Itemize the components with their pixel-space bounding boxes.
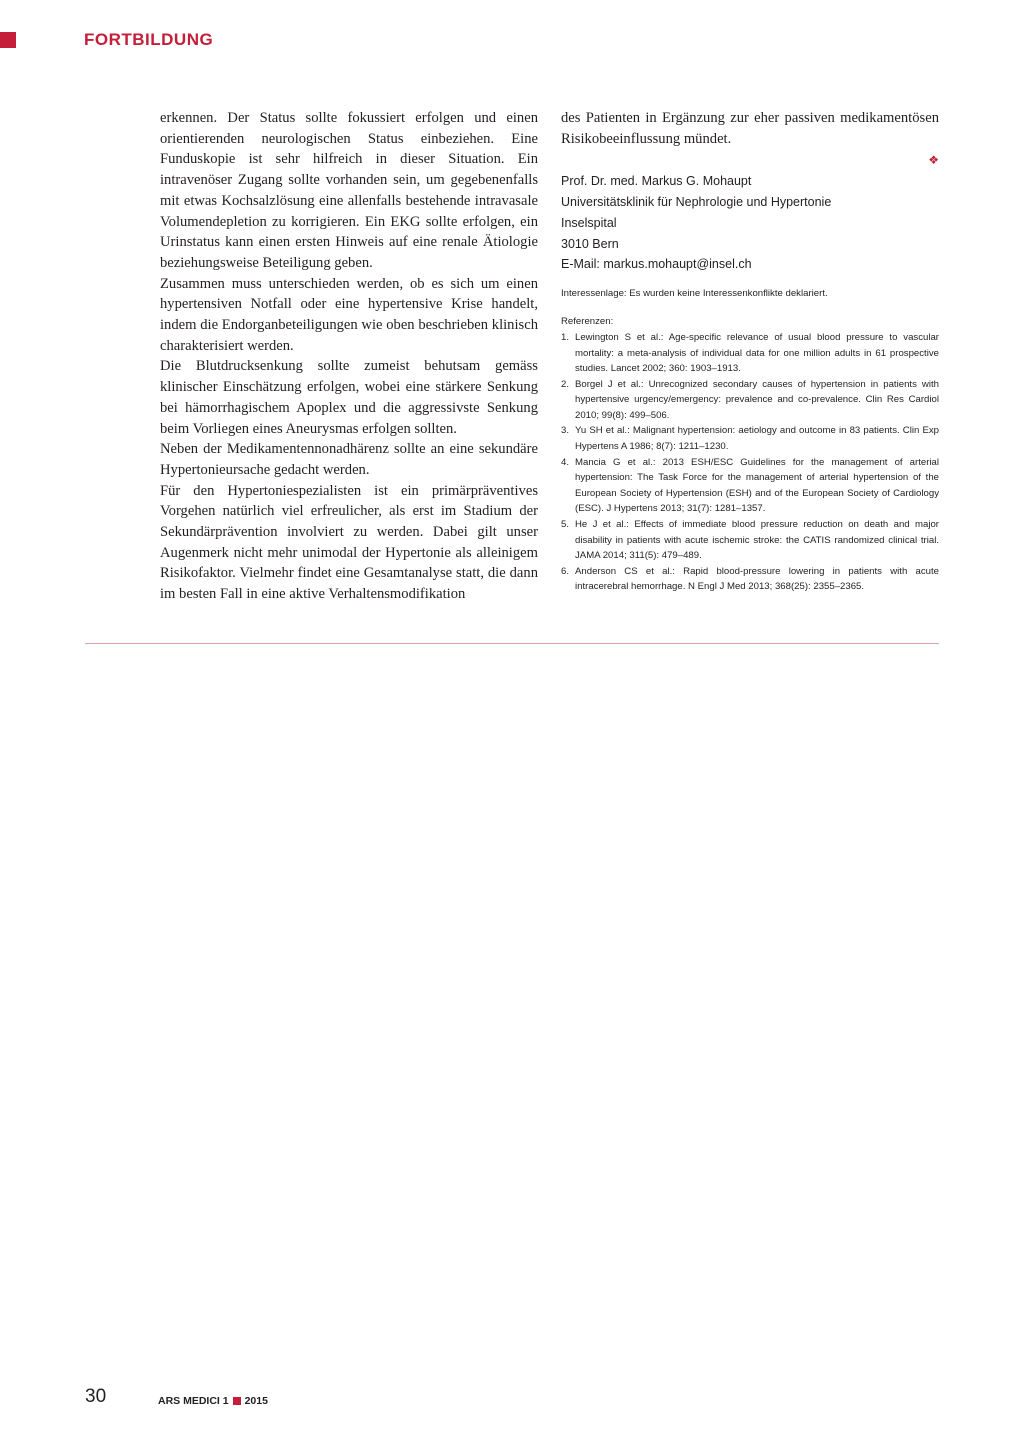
author-name: Prof. Dr. med. Markus G. Mohaupt (561, 174, 752, 189)
section-divider (85, 643, 939, 644)
right-column (561, 108, 939, 595)
left-column (160, 108, 538, 605)
reference-item (561, 455, 939, 517)
end-mark-icon: ❖ (928, 153, 939, 168)
reference-text: Borgel J et al.: Unrecognized secondary causes of hypertension in patients with hypertensive urgency/emergency: prevalence and co-prevalence. Clin Res Cardiol 2010; 99(8): 499–506. (575, 378, 939, 421)
reference-item (561, 423, 939, 454)
reference-item (561, 517, 939, 564)
reference-text: Yu SH et al.: Malignant hypertension: aetiology and outcome in 83 patients. Clin Exp Hypertens A 1986; 8(7): 1211–1230. (575, 425, 939, 453)
reference-number: 5. (561, 519, 570, 531)
journal-name: ARS MEDICI 1 (158, 1395, 229, 1407)
reference-item (561, 564, 939, 595)
reference-number: 3. (561, 425, 570, 437)
conflict-statement: Interessenlage: Es wurden keine Interessenkonflikte deklariert. (561, 287, 828, 299)
reference-text: Anderson CS et al.: Rapid blood-pressure lowering in patients with acute intracerebral hemorrhage. N Engl J Med 2013; 368(25): 2355–2365. (575, 565, 939, 593)
references-list (561, 330, 939, 595)
reference-item (561, 330, 939, 377)
reference-number: 4. (561, 456, 570, 468)
header-accent-square (0, 32, 16, 48)
reference-number: 6. (561, 565, 570, 577)
section-label: FORTBILDUNG (84, 30, 214, 49)
reference-number: 2. (561, 378, 570, 390)
author-institution: Inselspital (561, 215, 617, 230)
body-paragraph: Zusammen muss unterschieden werden, ob es sich um einen hypertensiven Notfall oder eine hypertensive Krise handelt, indem die Endorganbeteiligungen wie oben beschrieben klinisch charakterisiert werden. (160, 275, 538, 354)
reference-number: 1. (561, 331, 570, 343)
body-paragraph: erkennen. Der Status sollte fokussiert erfolgen und einen orientierenden neurologischen Status einbeziehen. Eine Funduskopie ist sehr hilfreich in dieser Situation. Ein intravenöser Zugang sollte vorhanden sein, um gegebenenfalls mit etwas Kochsalzlösung eine allenfalls bestehende intravasale Volumendepletion zu korrigieren. Ein EKG sollte erfolgen, ein Urinstatus kann einen ersten Hinweis auf eine renale Ätiologie beziehungsweise Beteiligung geben. (160, 110, 538, 271)
reference-text: Lewington S et al.: Age-specific relevance of usual blood pressure to vascular mortality: a meta-analysis of individual data for one million adults in 61 prospective studies. Lancet 2002; 360: 1903–1913. (575, 331, 939, 375)
reference-item (561, 377, 939, 424)
page-number: 30 (85, 1386, 107, 1407)
body-paragraph: Die Blutdrucksenkung sollte zumeist behutsam gemäss klinischer Einschätzung erfolgen, wobei eine stärkere Senkung bei hämorrhagischem Apoplex und die aggressivste Senkung beim Vorliegen eines Aneurysmas erfolgen sollten. (160, 358, 538, 437)
reference-text: He J et al.: Effects of immediate blood pressure reduction on death and major disability in patients with acute ischemic stroke: the CATIS randomized clinical trial. JAMA 2014; 311(5): 479–489. (575, 519, 939, 562)
body-paragraph: Neben der Medikamentennonadhärenz sollte an eine sekundäre Hypertonieursache gedacht werden. (160, 441, 538, 478)
journal-year: 2015 (244, 1395, 268, 1407)
author-email: E-Mail: markus.mohaupt@insel.ch (561, 257, 752, 272)
author-block (561, 171, 939, 275)
author-city: 3010 Bern (561, 236, 619, 251)
footer-journal (158, 1395, 268, 1407)
references-title: Referenzen: (561, 315, 614, 327)
body-paragraph: Für den Hypertoniespezialisten ist ein primärpräventives Vorgehen natürlich viel erfreulicher, als erst im Stadium der Sekundärprävention involviert zu werden. Dabei gilt unser Augenmerk nicht mehr unimodal der Hypertonie als alleinigem Risikofaktor. Vielmehr findet eine Gesamtanalyse statt, die dann im besten Fall in eine aktive Verhaltensmodifikation (160, 482, 538, 603)
reference-text: Mancia G et al.: 2013 ESH/ESC Guidelines for the management of arterial hypertension: The Task Force for the management of arterial hypertension of the European Society of Hypertension (ESH) and of the European Society of Cardiology (ESC). J Hypertens 2013; 31(7): 1281–1357. (575, 456, 939, 515)
footer-square-icon (233, 1397, 241, 1405)
author-department: Universitätsklinik für Nephrologie und Hypertonie (561, 195, 832, 210)
body-paragraph-continued: des Patienten in Ergänzung zur eher passiven medikamentösen Risikobeeinflussung mündet. (561, 110, 939, 147)
